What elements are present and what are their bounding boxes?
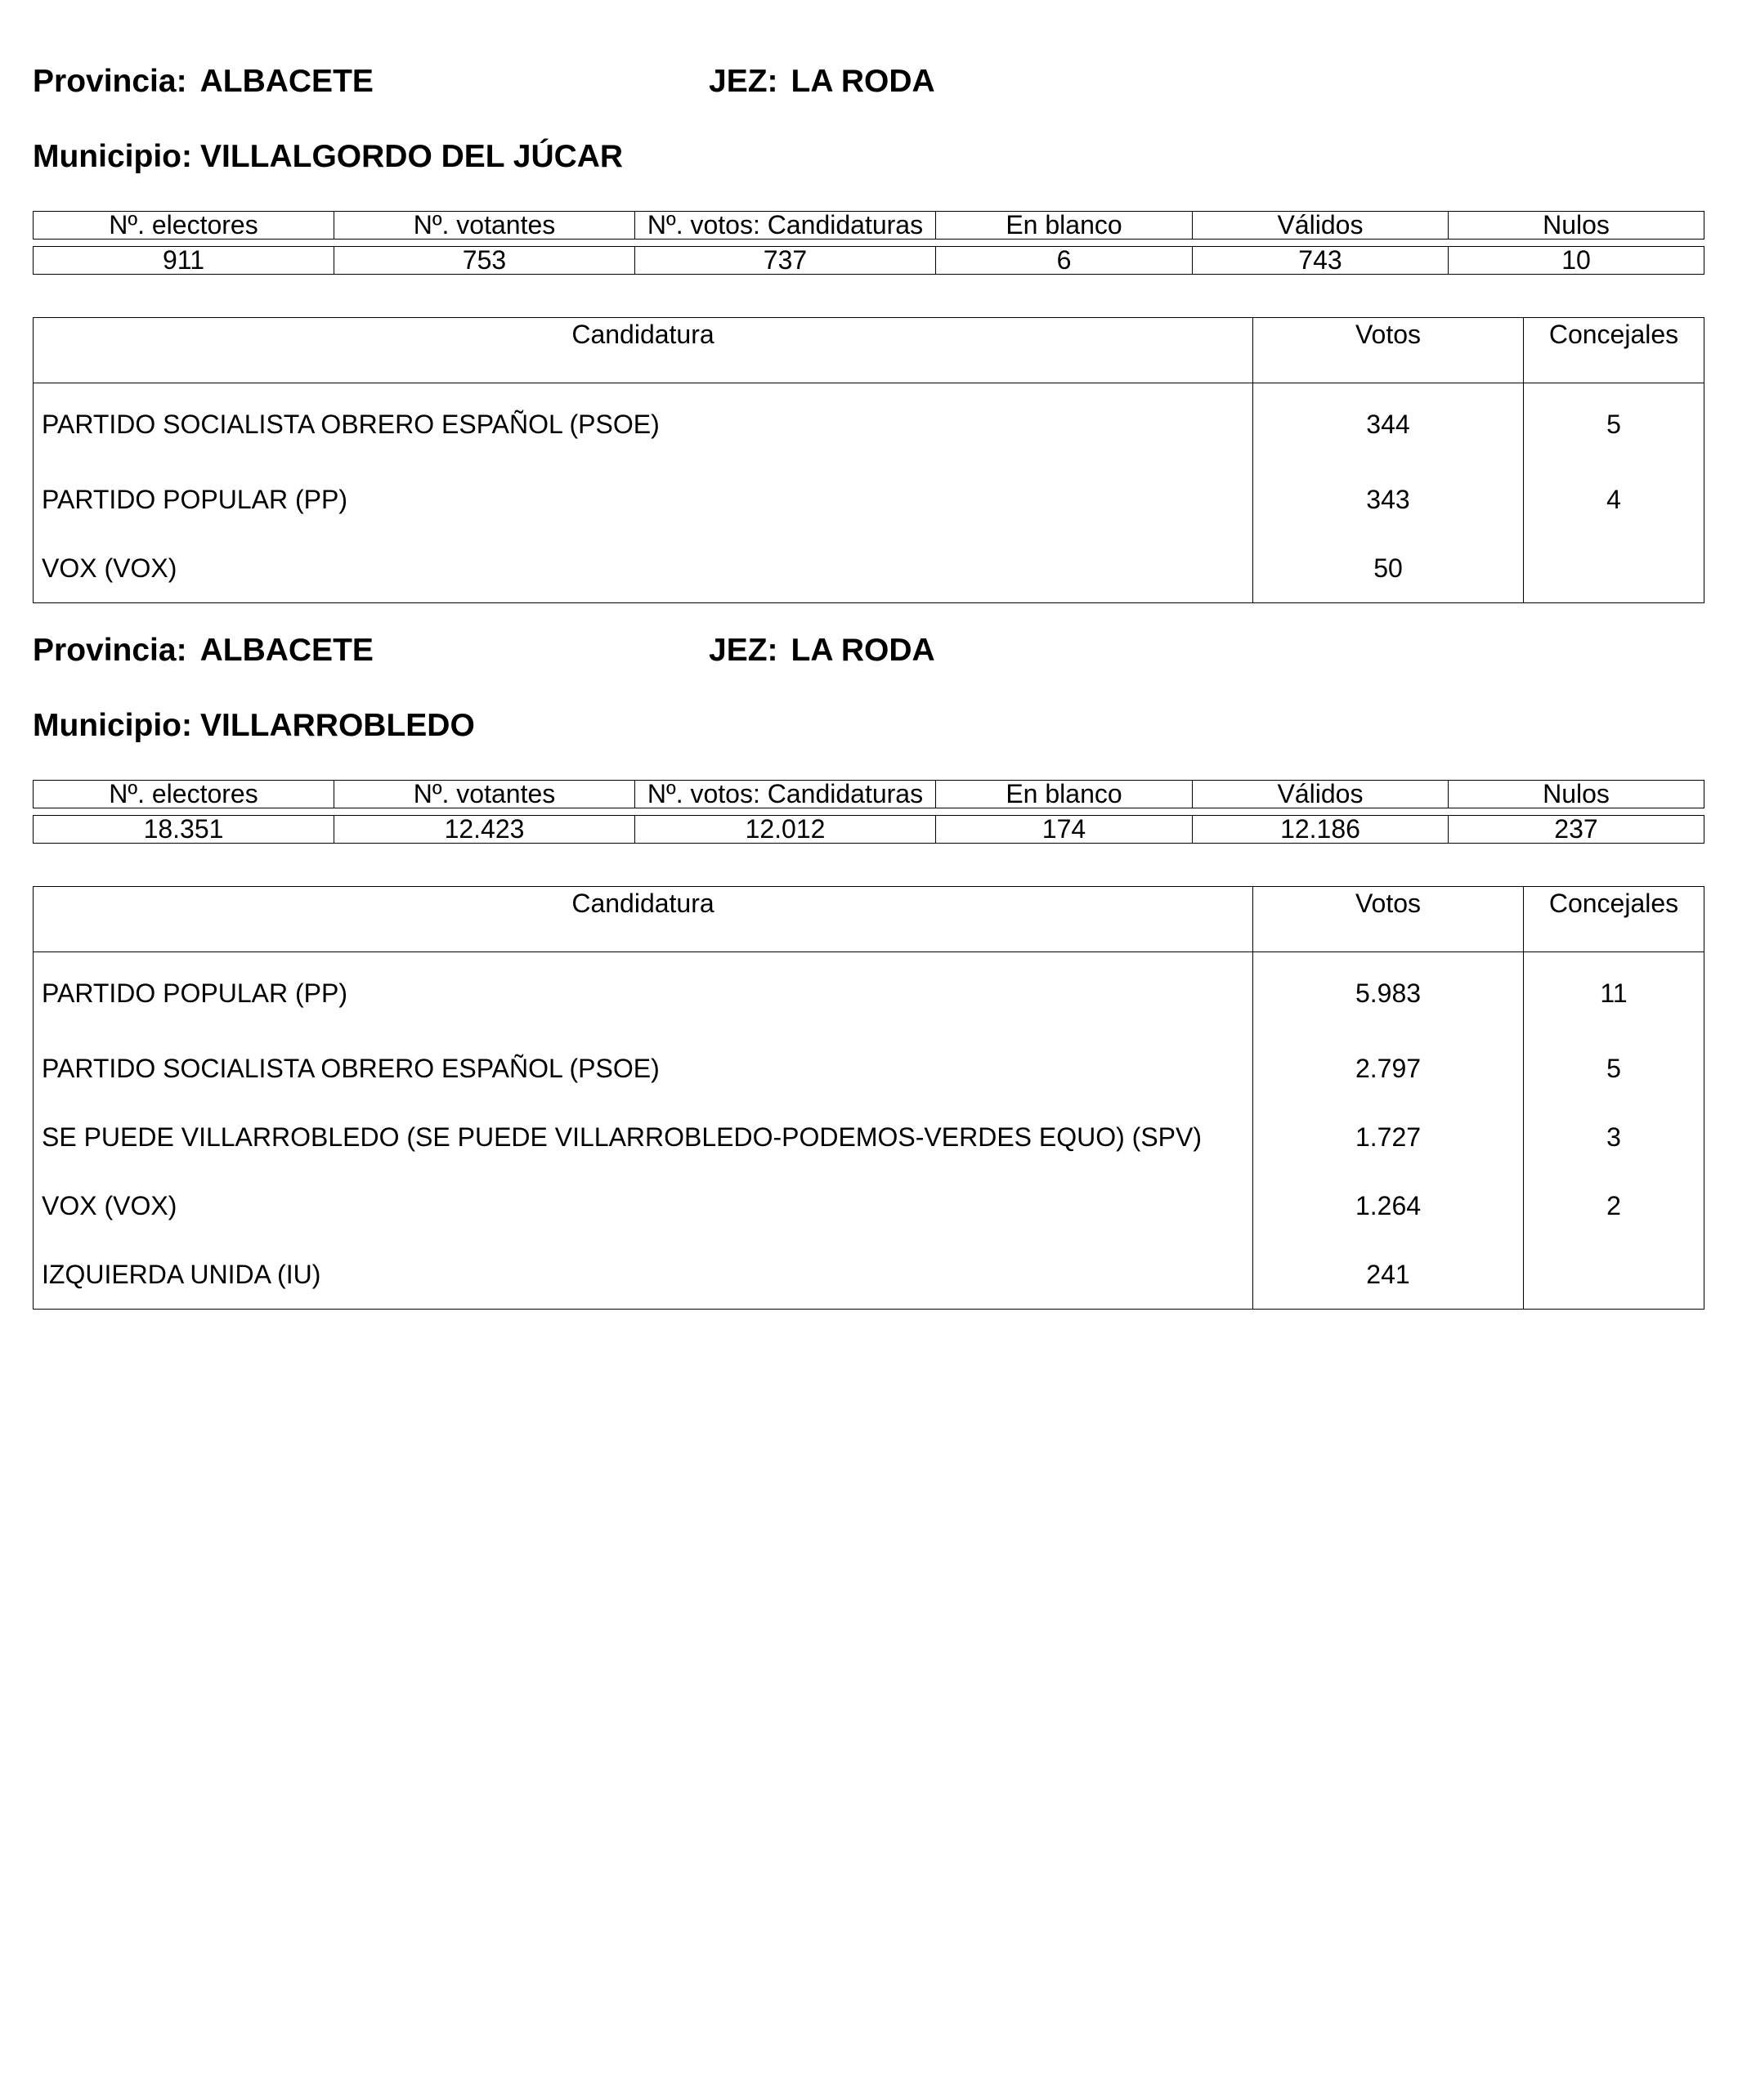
value-electores: 18.351 (34, 816, 334, 844)
candidate-votos: 344 (1253, 383, 1524, 466)
header-candidatura: Candidatura (34, 318, 1253, 383)
candidate-votos: 2.797 (1253, 1034, 1524, 1103)
table-row (34, 1171, 1704, 1240)
jez-line (709, 62, 935, 101)
table-row (34, 534, 1704, 603)
candidates-header-row (34, 887, 1704, 952)
header-validos: Válidos (1193, 781, 1449, 808)
candidate-votos: 241 (1253, 1240, 1524, 1310)
value-nulos: 237 (1449, 816, 1704, 844)
candidate-name: VOX (VOX) (42, 553, 177, 583)
header-electores: Nº. electores (34, 212, 334, 240)
candidate-name: PARTIDO SOCIALISTA OBRERO ESPAÑOL (PSOE) (42, 1054, 660, 1083)
jez-line (709, 631, 935, 670)
candidate-votos: 50 (1253, 534, 1524, 603)
provincia-value: ALBACETE (199, 64, 374, 99)
candidate-votos: 1.264 (1253, 1171, 1524, 1240)
value-votantes: 753 (334, 247, 635, 275)
table-row (34, 952, 1704, 1035)
table-row (34, 1034, 1704, 1103)
candidate-concejales: 3 (1524, 1103, 1704, 1171)
candidate-votos: 5.983 (1253, 952, 1524, 1035)
jez-value: LA RODA (791, 64, 935, 99)
value-electores: 911 (34, 247, 334, 275)
header-votos-candidaturas: Nº. votos: Candidaturas (635, 212, 936, 240)
provincia-line (33, 62, 374, 101)
header-votos: Votos (1253, 887, 1524, 952)
header-en-blanco: En blanco (936, 212, 1193, 240)
value-validos: 12.186 (1193, 816, 1449, 844)
table-row (34, 1103, 1704, 1171)
provincia-label: Provincia: (33, 633, 187, 668)
candidate-concejales: 11 (1524, 952, 1704, 1035)
header-validos: Válidos (1193, 212, 1449, 240)
candidate-concejales: 5 (1524, 383, 1704, 466)
value-votos-candidaturas: 737 (635, 247, 936, 275)
value-votos-candidaturas: 12.012 (635, 816, 936, 844)
value-votantes: 12.423 (334, 816, 635, 844)
value-en-blanco: 174 (936, 816, 1193, 844)
candidate-concejales: 5 (1524, 1034, 1704, 1103)
header-en-blanco: En blanco (936, 781, 1193, 808)
header-votantes: Nº. votantes (334, 212, 635, 240)
candidates-table (33, 886, 1704, 1310)
candidate-votos: 343 (1253, 465, 1524, 534)
value-nulos: 10 (1449, 247, 1704, 275)
jez-value: LA RODA (791, 633, 935, 668)
jez-label: JEZ: (709, 633, 778, 668)
municipio-line (33, 137, 623, 177)
header-votantes: Nº. votantes (334, 781, 635, 808)
candidates-table (33, 317, 1704, 603)
table-row (34, 1240, 1704, 1310)
summary-header-row (34, 212, 1704, 240)
municipio-value: VILLARROBLEDO (199, 708, 475, 743)
header-electores: Nº. electores (34, 781, 334, 808)
candidate-name: SE PUEDE VILLARROBLEDO (SE PUEDE VILLARROBLEDO-PODEMOS-VERDES EQUO) (SPV) (42, 1122, 1203, 1152)
value-validos: 743 (1193, 247, 1449, 275)
header-candidatura: Candidatura (34, 887, 1253, 952)
candidate-concejales (1524, 1240, 1704, 1310)
candidate-name: PARTIDO POPULAR (PP) (42, 978, 347, 1008)
provincia-value: ALBACETE (199, 633, 374, 668)
candidate-name: VOX (VOX) (42, 1191, 177, 1220)
header-votos: Votos (1253, 318, 1524, 383)
header-concejales: Concejales (1524, 887, 1704, 952)
provincia-label: Provincia: (33, 64, 187, 99)
header-nulos: Nulos (1449, 781, 1704, 808)
candidate-concejales (1524, 534, 1704, 603)
jez-label: JEZ: (709, 64, 778, 99)
candidates-header-row (34, 318, 1704, 383)
summary-table (33, 780, 1704, 844)
provincia-line (33, 631, 374, 670)
summary-value-row (34, 247, 1704, 275)
candidate-name: PARTIDO SOCIALISTA OBRERO ESPAÑOL (PSOE) (42, 410, 660, 439)
summary-table (33, 211, 1704, 275)
municipio-line (33, 706, 475, 746)
candidate-name: IZQUIERDA UNIDA (IU) (42, 1260, 321, 1289)
summary-value-row (34, 816, 1704, 844)
municipio-value: VILLALGORDO DEL JÚCAR (199, 139, 624, 174)
summary-header-row (34, 781, 1704, 808)
header-nulos: Nulos (1449, 212, 1704, 240)
table-row (34, 465, 1704, 534)
value-en-blanco: 6 (936, 247, 1193, 275)
candidate-concejales: 4 (1524, 465, 1704, 534)
candidate-concejales: 2 (1524, 1171, 1704, 1240)
table-row (34, 383, 1704, 466)
municipio-label: Municipio: (33, 708, 192, 743)
municipio-label: Municipio: (33, 139, 192, 174)
header-concejales: Concejales (1524, 318, 1704, 383)
candidate-votos: 1.727 (1253, 1103, 1524, 1171)
candidate-name: PARTIDO POPULAR (PP) (42, 485, 347, 514)
header-votos-candidaturas: Nº. votos: Candidaturas (635, 781, 936, 808)
